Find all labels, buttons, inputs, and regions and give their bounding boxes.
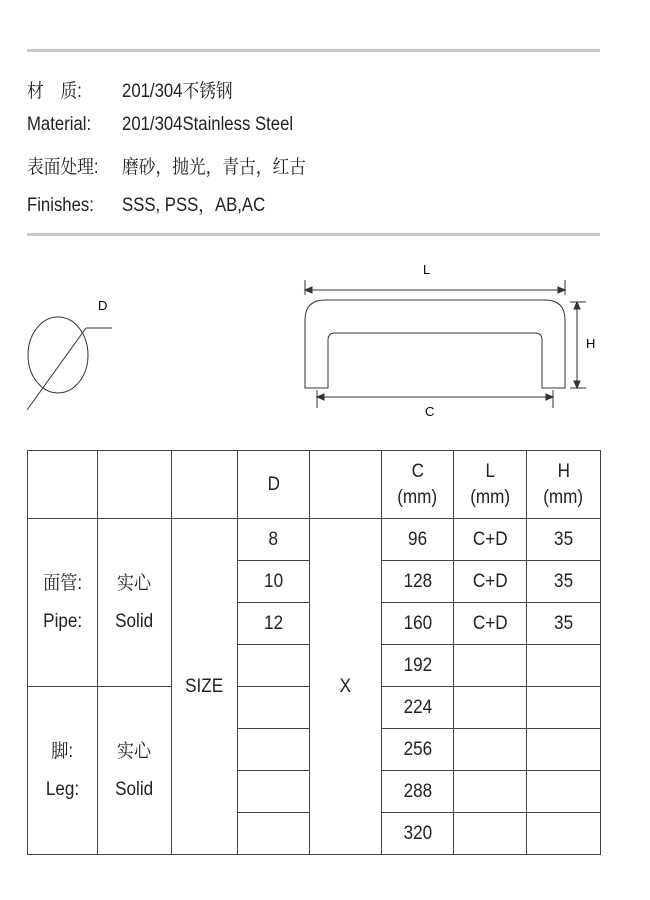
c-cell bbox=[382, 771, 454, 813]
leg-type-text: 实心 bbox=[117, 740, 152, 762]
handle-outline bbox=[305, 300, 565, 388]
h-cell bbox=[527, 729, 601, 771]
header-l bbox=[454, 451, 527, 519]
h-cell bbox=[527, 771, 601, 813]
height-label: H bbox=[586, 336, 596, 351]
c-cell bbox=[382, 687, 454, 729]
header-h bbox=[527, 451, 601, 519]
d-cell-text: 10 bbox=[263, 570, 284, 592]
d-cell-text: 8 bbox=[268, 528, 279, 550]
l-cell bbox=[454, 729, 527, 771]
spec-value: 201/304不锈钢 bbox=[122, 81, 233, 102]
leg-label-text: 脚: bbox=[51, 740, 74, 762]
header-empty bbox=[28, 451, 98, 519]
d-cell bbox=[238, 813, 310, 855]
material-cn-line bbox=[27, 76, 233, 103]
c-cell bbox=[382, 729, 454, 771]
spec-value: SSS, PSS，AB,AC bbox=[122, 195, 266, 216]
pipe-label bbox=[28, 519, 98, 687]
l-cell-text: C+D bbox=[472, 528, 508, 550]
c-cell-text: 256 bbox=[403, 738, 432, 760]
h-cell bbox=[527, 687, 601, 729]
h-cell bbox=[527, 561, 601, 603]
center-distance-label: C bbox=[425, 404, 435, 419]
h-cell bbox=[527, 813, 601, 855]
header-text: H bbox=[557, 460, 570, 482]
l-cell bbox=[454, 687, 527, 729]
table-row bbox=[28, 519, 601, 561]
pipe-label-text: Pipe: bbox=[43, 610, 82, 632]
leg-label-text: Leg: bbox=[45, 778, 80, 800]
x-label-text: X bbox=[339, 675, 352, 697]
header-text: C bbox=[411, 460, 424, 482]
header-unit: (mm) bbox=[470, 486, 510, 508]
spec-label: 表面处理: bbox=[27, 157, 99, 178]
header-unit: (mm) bbox=[543, 486, 584, 508]
pipe-type-text: 实心 bbox=[117, 572, 152, 594]
c-cell-text: 96 bbox=[407, 528, 428, 550]
l-cell bbox=[454, 813, 527, 855]
c-cell bbox=[382, 645, 454, 687]
header-text: L bbox=[485, 460, 495, 482]
header-d bbox=[238, 451, 310, 519]
c-cell bbox=[382, 519, 454, 561]
size-label-text: SIZE bbox=[185, 675, 224, 697]
finish-cn-line bbox=[27, 152, 306, 179]
l-cell bbox=[454, 645, 527, 687]
c-cell bbox=[382, 813, 454, 855]
h-cell bbox=[527, 603, 601, 645]
leg-type-text: Solid bbox=[115, 778, 154, 800]
header-empty bbox=[310, 451, 382, 519]
finish-en-line bbox=[27, 190, 265, 217]
h-cell-text: 35 bbox=[553, 570, 574, 592]
diameter-icon bbox=[27, 317, 112, 410]
c-cell-text: 320 bbox=[403, 822, 432, 844]
c-cell-text: 192 bbox=[403, 654, 432, 676]
spec-value: 磨砂，抛光，青古，红古 bbox=[122, 157, 306, 178]
d-cell bbox=[238, 519, 310, 561]
l-cell bbox=[454, 519, 527, 561]
table-header-row bbox=[28, 451, 601, 519]
size-label bbox=[172, 519, 238, 855]
pipe-type bbox=[98, 519, 172, 687]
header-unit: (mm) bbox=[397, 486, 438, 508]
dimension-diagram bbox=[0, 250, 650, 430]
leg-type bbox=[98, 687, 172, 855]
l-cell-text: C+D bbox=[472, 612, 508, 634]
header-text: D bbox=[267, 473, 280, 495]
material-en-line bbox=[27, 114, 293, 136]
spec-label: Material: bbox=[27, 114, 92, 135]
header-empty bbox=[98, 451, 172, 519]
x-label bbox=[310, 519, 382, 855]
top-divider bbox=[27, 49, 600, 52]
d-cell bbox=[238, 603, 310, 645]
d-cell bbox=[238, 771, 310, 813]
l-cell bbox=[454, 771, 527, 813]
spec-value: 201/304Stainless Steel bbox=[122, 114, 294, 135]
h-cell-text: 35 bbox=[553, 612, 574, 634]
header-c bbox=[382, 451, 454, 519]
pipe-label-text: 面管: bbox=[43, 572, 82, 594]
l-cell bbox=[454, 561, 527, 603]
diameter-label: D bbox=[98, 298, 108, 313]
pipe-type-text: Solid bbox=[115, 610, 154, 632]
l-cell-text: C+D bbox=[472, 570, 508, 592]
d-cell bbox=[238, 645, 310, 687]
header-empty bbox=[172, 451, 238, 519]
d-cell bbox=[238, 729, 310, 771]
middle-divider bbox=[27, 233, 600, 236]
dimension-lines bbox=[305, 280, 586, 408]
leg-label bbox=[28, 687, 98, 855]
d-cell-text: 12 bbox=[263, 612, 284, 634]
d-cell bbox=[238, 687, 310, 729]
h-cell bbox=[527, 645, 601, 687]
h-cell bbox=[527, 519, 601, 561]
size-table bbox=[27, 450, 601, 855]
c-cell-text: 288 bbox=[403, 780, 432, 802]
l-cell bbox=[454, 603, 527, 645]
spec-label: 材 质: bbox=[27, 81, 82, 102]
length-label: L bbox=[423, 262, 431, 277]
h-cell-text: 35 bbox=[553, 528, 574, 550]
c-cell-text: 128 bbox=[403, 570, 432, 592]
c-cell bbox=[382, 603, 454, 645]
c-cell-text: 224 bbox=[403, 696, 432, 718]
d-cell bbox=[238, 561, 310, 603]
spec-label: Finishes: bbox=[27, 195, 94, 216]
c-cell-text: 160 bbox=[403, 612, 432, 634]
c-cell bbox=[382, 561, 454, 603]
